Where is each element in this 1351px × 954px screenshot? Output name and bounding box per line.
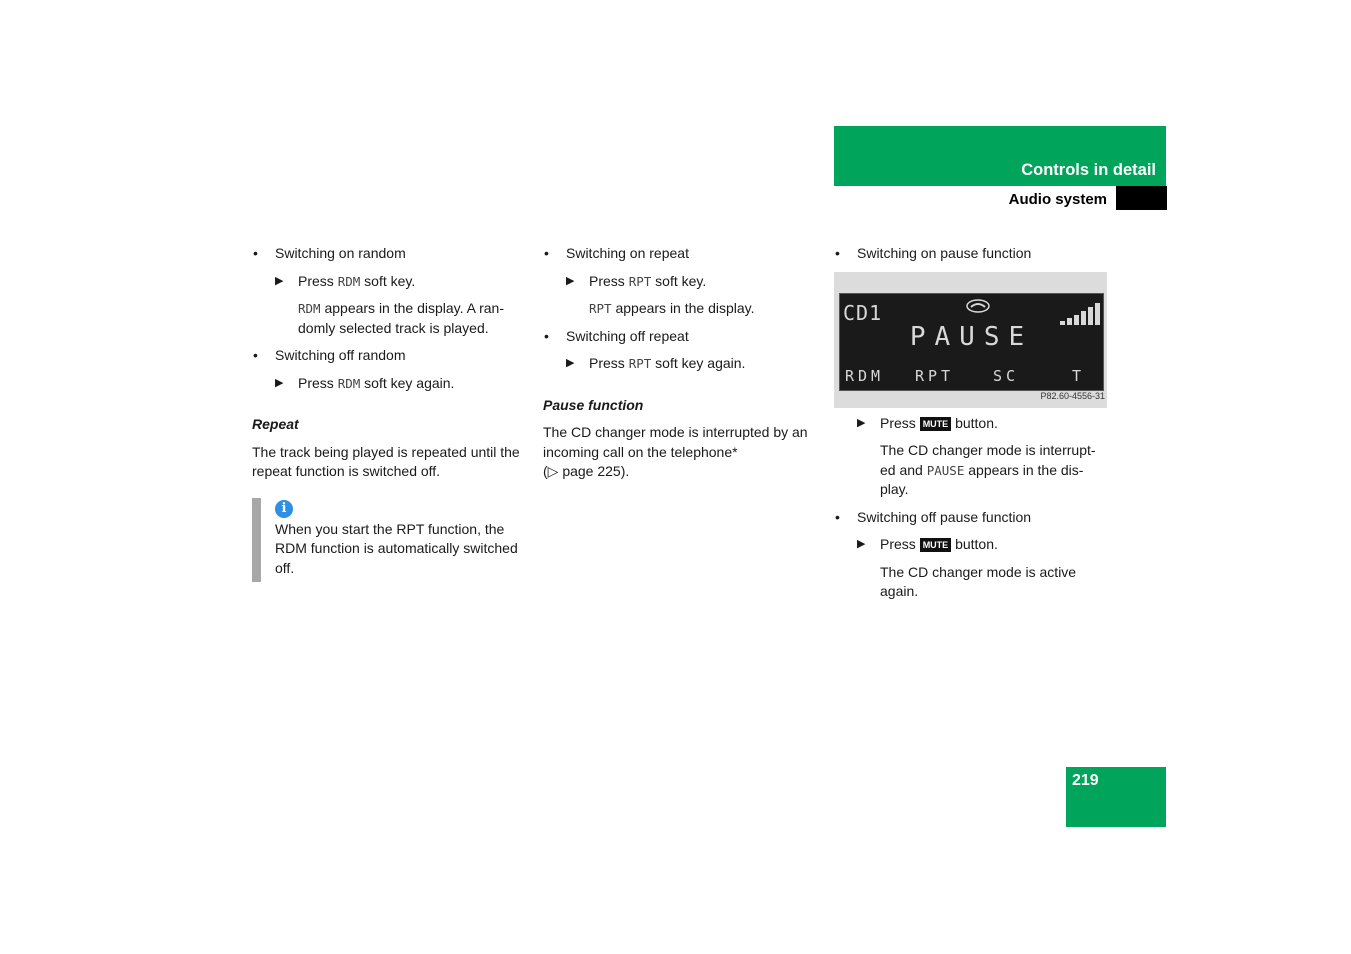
rdm-code: RDM — [337, 273, 361, 289]
header-marker — [1116, 186, 1167, 210]
step-press-rdm: ▶ Press RDM soft key. — [252, 272, 527, 292]
column-random-repeat — [252, 244, 527, 582]
phone-icon — [964, 298, 992, 314]
figure-code: P82.60-4556-31 — [1040, 391, 1105, 401]
result-pause-on: The CD changer mode is interrupt-ed and PAUSE appears in the dis-play. — [880, 442, 1096, 497]
section-header — [834, 126, 1166, 186]
page-number: 219 — [1072, 772, 1099, 789]
subsection-title: Audio system — [1008, 191, 1107, 208]
page-reference[interactable]: (▷ page 225). — [543, 463, 630, 479]
lcd-key-t: T — [1072, 366, 1082, 385]
display-illustration — [834, 272, 1107, 408]
mute-button-symbol: MUTE — [920, 538, 952, 552]
step-press-mute-again: ▶ Press MUTE button. — [834, 535, 1109, 555]
heading-pause-function: Pause function — [543, 396, 644, 413]
info-note — [252, 498, 527, 583]
section-title: Controls in detail — [1021, 161, 1156, 179]
repeat-description: The track being played is repeated until the repeat function is switched off. — [252, 443, 520, 479]
note-text: When you start the RPT function, the RDM function is automatically switched off. — [275, 520, 518, 576]
step-press-mute: ▶ Press MUTE button. — [834, 414, 1109, 434]
note-bar — [252, 498, 261, 583]
lcd-main-text: PAUSE — [909, 321, 1034, 352]
bullet-random-off: • Switching off random — [252, 346, 527, 366]
arrow-right-icon: ▶ — [275, 376, 284, 389]
arrow-right-icon: ▶ — [566, 274, 575, 287]
arrow-right-icon: ▶ — [857, 416, 866, 429]
result-repeat-on: RPT appears in the display. — [589, 300, 755, 316]
bullet-repeat-off: • Switching off repeat — [543, 327, 818, 347]
result-random-on: RDM appears in the display. A ran-domly selected track is played. — [298, 300, 504, 336]
arrow-right-icon: ▶ — [857, 538, 866, 550]
column-repeat-pause — [543, 244, 818, 490]
result-pause-off: The CD changer mode is active again. — [880, 563, 1077, 599]
arrow-right-icon: ▶ — [275, 274, 284, 287]
lcd-source: CD1 — [843, 300, 883, 325]
mute-button-symbol: MUTE — [920, 417, 952, 431]
step-press-rpt: ▶ Press RPT soft key. — [543, 272, 818, 292]
lcd-key-sc: SC — [993, 366, 1020, 385]
heading-repeat: Repeat — [252, 416, 299, 432]
page-number-box — [1066, 767, 1166, 827]
bullet-repeat-on: • Switching on repeat — [543, 244, 818, 264]
bullet-pause-off: • Switching off pause function — [834, 508, 1109, 528]
step-press-rpt-again: ▶ Press RPT soft key again. — [543, 354, 818, 374]
arrow-right-icon: ▶ — [566, 357, 575, 369]
bullet-random-on: • Switching on random — [252, 244, 527, 264]
bullet-pause-on: • Switching on pause function — [834, 244, 1109, 264]
lcd-display — [839, 293, 1104, 391]
signal-strength-icon — [1060, 303, 1100, 325]
lcd-key-rpt: RPT — [915, 366, 955, 385]
pause-description: The CD changer mode is interrupted by an incoming call on the telephone* (▷ page 225). — [543, 424, 808, 479]
column-pause — [834, 244, 1109, 610]
info-icon: i — [275, 500, 293, 518]
lcd-key-rdm: RDM — [845, 366, 885, 385]
step-press-rdm-again: ▶ Press RDM soft key again. — [252, 374, 527, 394]
